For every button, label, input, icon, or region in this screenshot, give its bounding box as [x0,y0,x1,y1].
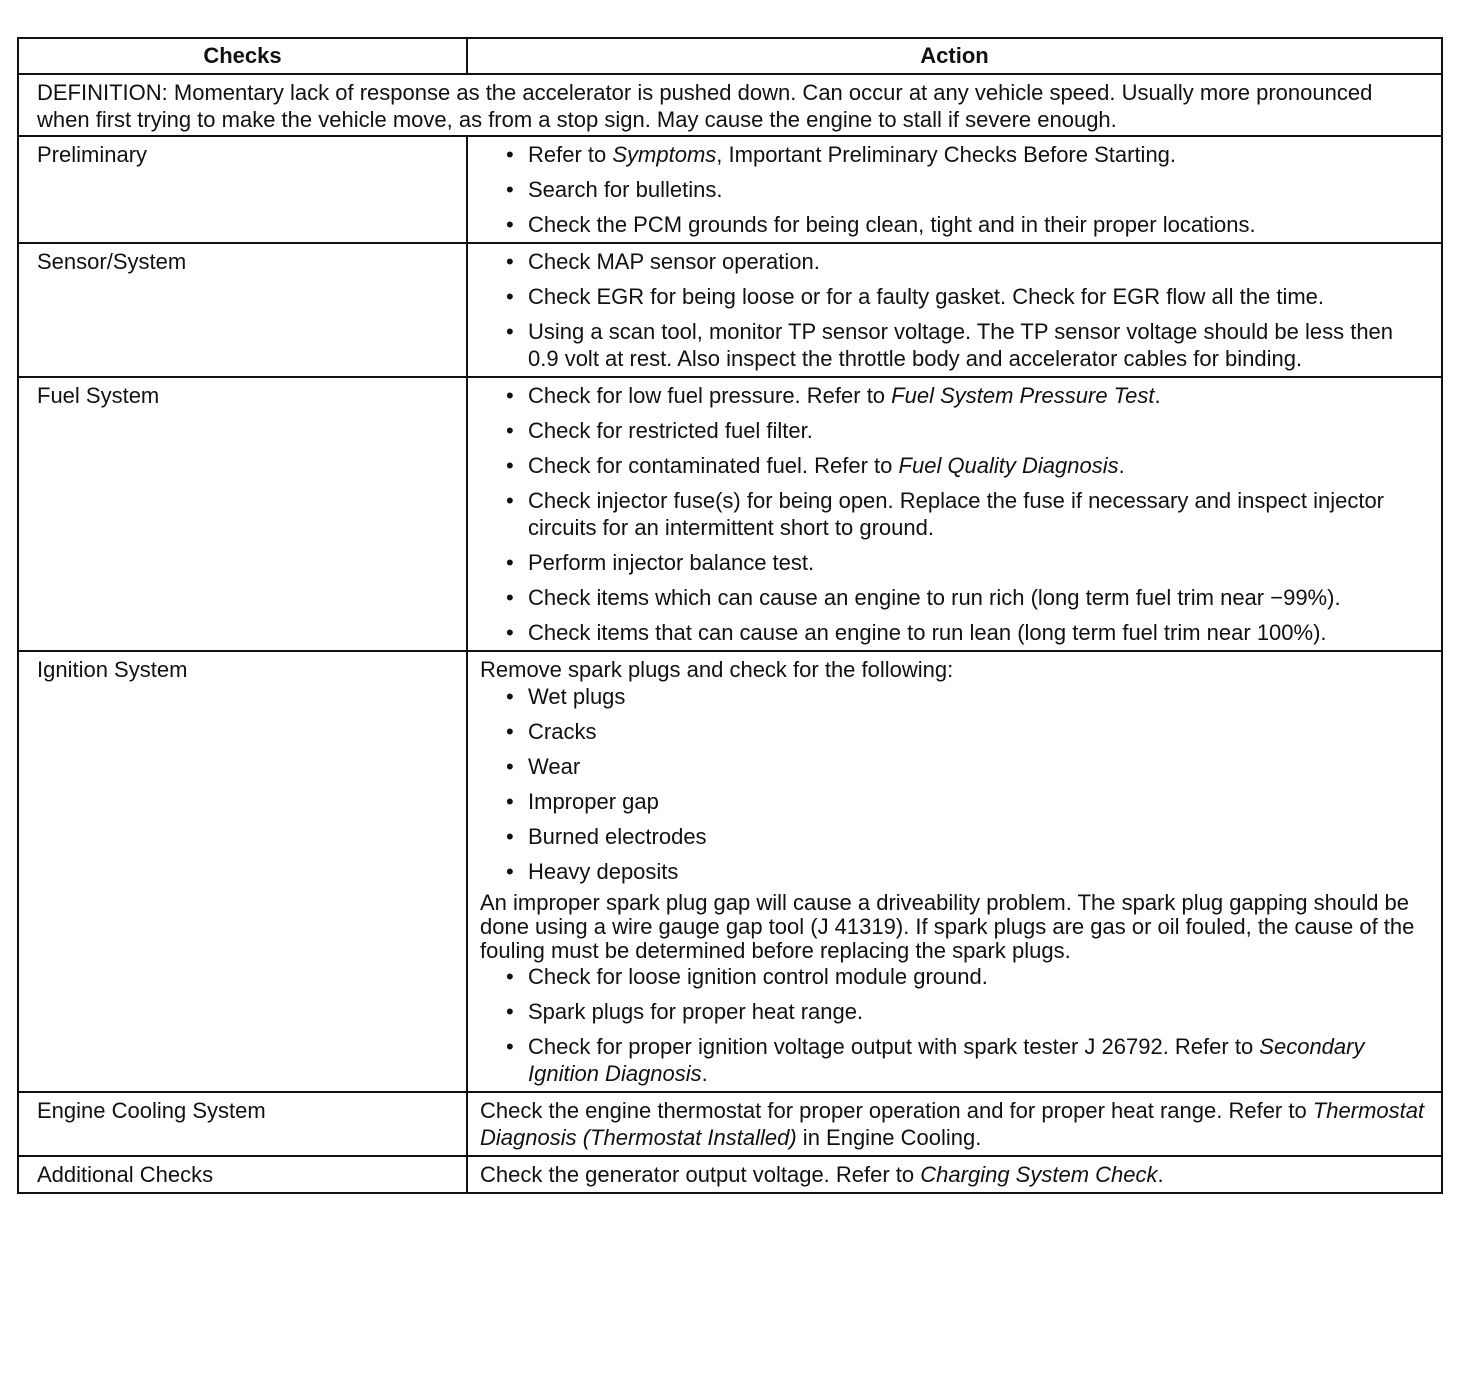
item-text: Spark plugs for proper heat range. [528,999,864,1024]
hesitation-checks-table [17,37,1443,1194]
list-item [480,823,1429,850]
table-header-row [18,38,1442,74]
item-text-end: . [1118,453,1125,478]
list-item [480,382,1429,409]
list-item [480,141,1429,168]
list-item [480,683,1429,710]
reference-link: Fuel System Pressure Test [891,383,1155,408]
list-item [480,318,1429,372]
check-label: Additional Checks [18,1156,467,1193]
item-text: Improper gap [528,789,659,814]
item-text: Check injector fuse(s) for being open. Replace the fuse if necessary and inspect injector circuits for an intermittent short to ground. [528,488,1385,540]
action-cell [467,651,1442,1092]
table-row-fuel-system [18,377,1442,651]
item-text: Check MAP sensor operation. [528,249,820,274]
item-text: Heavy deposits [528,859,679,884]
bullet-icon: • [506,585,514,610]
item-text: Using a scan tool, monitor TP sensor voltage. The TP sensor voltage should be less then 0.9 volt at rest. Also inspect the throttle body and accelerator cables for binding. [528,319,1394,371]
table-row-additional-checks [18,1156,1442,1193]
bullet-icon: • [506,284,514,309]
list-item [480,283,1429,310]
bullet-icon: • [506,789,514,814]
bullet-icon: • [506,453,514,478]
bullet-icon: • [506,488,514,513]
bullet-icon: • [506,418,514,443]
table-row-preliminary [18,136,1442,243]
list-item [480,788,1429,815]
list-item [480,584,1429,611]
check-label: Ignition System [18,651,467,1092]
item-text: Check for restricted fuel filter. [528,418,813,443]
bullet-icon: • [506,684,514,709]
reference-link: Thermostat Diagnosis (Thermostat Installed) [480,1098,1425,1150]
bullet-icon: • [506,212,514,237]
list-item [480,998,1429,1025]
bullet-icon: • [506,719,514,744]
bullet-icon: • [506,824,514,849]
action-text-end: in Engine Cooling. [796,1125,982,1150]
action-text-end: . [1157,1162,1164,1187]
bullet-icon: • [506,1034,514,1059]
header-checks: Checks [18,38,467,74]
item-text: Check for low fuel pressure. Refer to [528,383,892,408]
check-label: Sensor/System [18,243,467,377]
bullet-icon: • [506,620,514,645]
definition-row [18,74,1442,136]
bullet-icon: • [506,859,514,884]
item-text: Burned electrodes [528,824,707,849]
item-text-end: , Important Preliminary Checks Before Starting. [716,142,1177,167]
list-item [480,211,1429,238]
action-text: Check the engine thermostat for proper operation and for proper heat range. Refer to [480,1098,1313,1123]
item-text: Check items that can cause an engine to run lean (long term fuel trim near 100%). [528,620,1327,645]
definition-text: DEFINITION: Momentary lack of response as the accelerator is pushed down. Can occur at any vehicle speed. Usually more pronounced when first trying to make the vehicle move, as from a stop sign. May cause the engine to stall if severe enough. [18,74,1442,136]
bullet-icon: • [506,964,514,989]
list-item [480,549,1429,576]
item-text: Refer to [528,142,613,167]
item-text: Check EGR for being loose or for a faulty gasket. Check for EGR flow all the time. [528,284,1325,309]
action-list [480,382,1429,646]
header-action: Action [467,38,1442,74]
bullet-icon: • [506,319,514,344]
item-text-end: . [1154,383,1161,408]
ignition-intro: Remove spark plugs and check for the following: [480,657,954,682]
action-cell [467,1092,1442,1156]
table-row-engine-cooling [18,1092,1442,1156]
list-item [480,753,1429,780]
action-cell [467,1156,1442,1193]
check-label: Engine Cooling System [18,1092,467,1156]
action-cell [467,136,1442,243]
action-list [480,141,1429,238]
bullet-icon: • [506,754,514,779]
check-label: Fuel System [18,377,467,651]
bullet-icon: • [506,550,514,575]
reference-link: Fuel Quality Diagnosis [898,453,1119,478]
list-item [480,417,1429,444]
bullet-icon: • [506,177,514,202]
list-item [480,1033,1429,1087]
bullet-icon: • [506,383,514,408]
reference-link: Symptoms [612,142,717,167]
list-item [480,858,1429,885]
action-list [480,963,1429,1087]
list-item [480,487,1429,541]
item-text: Check for proper ignition voltage output with spark tester J 26792. Refer to [528,1034,1260,1059]
spark-plug-gap-paragraph: An improper spark plug gap will cause a driveability problem. The spark plug gapping should be done using a wire gauge gap tool (J 41319). If spark plugs are gas or oil fouled, the cause of the fouling must be determined before replacing the spark plugs. [480,890,1415,963]
action-list [480,248,1429,372]
item-text-end: . [701,1061,708,1086]
reference-link: Charging System Check [920,1162,1158,1187]
list-item [480,619,1429,646]
action-cell [467,243,1442,377]
list-item [480,248,1429,275]
table-row-ignition-system [18,651,1442,1092]
item-text: Cracks [528,719,597,744]
bullet-icon: • [506,999,514,1024]
item-text: Check for contaminated fuel. Refer to [528,453,899,478]
list-item [480,718,1429,745]
diagnostic-document [17,37,1441,1194]
bullet-icon: • [506,249,514,274]
check-label: Preliminary [18,136,467,243]
reference-link: Secondary Ignition Diagnosis [528,1034,1365,1086]
item-text: Check for loose ignition control module ground. [528,964,988,989]
list-item [480,963,1429,990]
item-text: Check the PCM grounds for being clean, tight and in their proper locations. [528,212,1256,237]
item-text: Search for bulletins. [528,177,723,202]
item-text: Check items which can cause an engine to run rich (long term fuel trim near −99%). [528,585,1341,610]
item-text: Wear [528,754,581,779]
action-text: Check the generator output voltage. Refer to [480,1162,921,1187]
list-item [480,452,1429,479]
spark-plug-condition-list [480,683,1429,885]
item-text: Perform injector balance test. [528,550,815,575]
table-row-sensor-system [18,243,1442,377]
action-cell [467,377,1442,651]
list-item [480,176,1429,203]
item-text: Wet plugs [528,684,626,709]
bullet-icon: • [506,142,514,167]
